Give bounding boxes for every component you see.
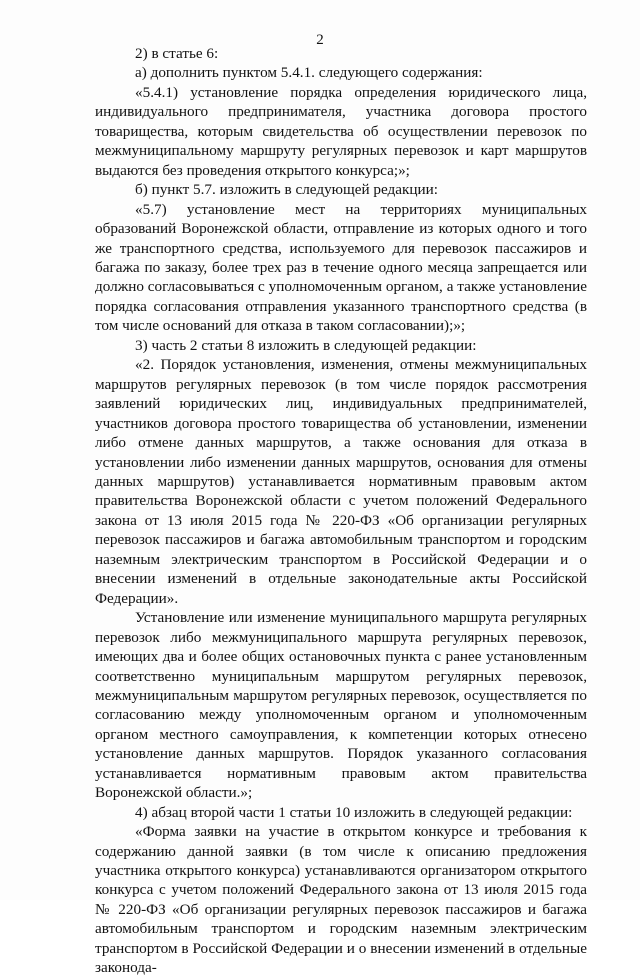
paragraph-clause-5-4-1: «5.4.1) установление порядка определения юридического лица, индивидуального предпринимателя, участника договора простого товарищества, которым свидетельства об осуществлении перевозок по межмуниципальному маршруту регулярных перевозок и карт маршрутов выдаются без проведения открытого конкурса;»; xyxy=(95,83,587,179)
paragraph-item-a: а) дополнить пунктом 5.4.1. следующего содержания: xyxy=(135,64,483,82)
paragraph-article-8-heading: 3) часть 2 статьи 8 изложить в следующей редакции: xyxy=(135,336,477,354)
paragraph-application-form: «Форма заявки на участие в открытом конкурсе и требования к содержанию данной заявки (в том числе к описанию предложения участника открытого конкурса) устанавливаются организатором открытого конкурса с учетом положений Федерального закона от 13 июля 2015 года № 220-ФЗ «Об организации регулярных перевозок пассажиров и багажа автомобильным транспортом и городским наземным электрическим транспортом в Российской Федерации и о внесении изменений в отдельные законода- xyxy=(95,823,587,977)
page-number: 2 xyxy=(316,32,324,48)
paragraph-article-8-part-2: «2. Порядок установления, изменения, отмены межмуниципальных маршрутов регулярных перевозок (в том числе порядок рассмотрения заявлений юридических лиц, индивидуальных предпринимателей, участников договора простого товарищества об установлении, изменении либо отмене данных маршрутов, а также основания для отказа в установлении либо изменении данных маршрутов, основания для отмены данных маршрутов) устанавливается нормативным правовым актом правительства Воронежской области с учетом положений Федерального закона от 13 июля 2015 года № 220-ФЗ «Об организации регулярных перевозок пассажиров и багажа автомобильным транспортом и городским наземным электрическим транспортом в Российской Федерации и о внесении изменений в отдельные законодательные акты Российской Федерации». xyxy=(95,356,587,607)
paragraph-item-b: б) пункт 5.7. изложить в следующей редакции: xyxy=(135,181,438,199)
paragraph-article-10-heading: 4) абзац второй части 1 статьи 10 изложить в следующей редакции: xyxy=(135,803,573,821)
document-body xyxy=(95,44,587,978)
paragraph-clause-5-7: «5.7) установление мест на территориях муниципальных образований Воронежской области, отправление из которых одного и того же транспортного средства, используемого для перевозок пассажиров и багажа по заказу, более трех раз в течение одного месяца запрещается или должно согласовываться с уполномоченным органом, а также установление порядка согласования отправления указанного транспортного средства (в том числе оснований для отказа в таком согласовании);»; xyxy=(95,200,587,335)
paragraph-route-agreement: Установление или изменение муниципального маршрута регулярных перевозок либо межмуниципального маршрута регулярных перевозок, имеющих два и более общих остановочных пункта с ранее установленным соответственно муниципальным маршрутом регулярных перевозок, межмуниципальным маршрутом регулярных перевозок, осуществляется по согласованию между уполномоченным органом и уполномоченным органом местного самоуправления, к компетенции которых отнесено установление данных маршрутов. Порядок указанного согласования устанавливается нормативным правовым актом правительства Воронежской области.»; xyxy=(95,609,587,802)
paragraph-article-6-heading: 2) в статье 6: xyxy=(135,45,219,62)
